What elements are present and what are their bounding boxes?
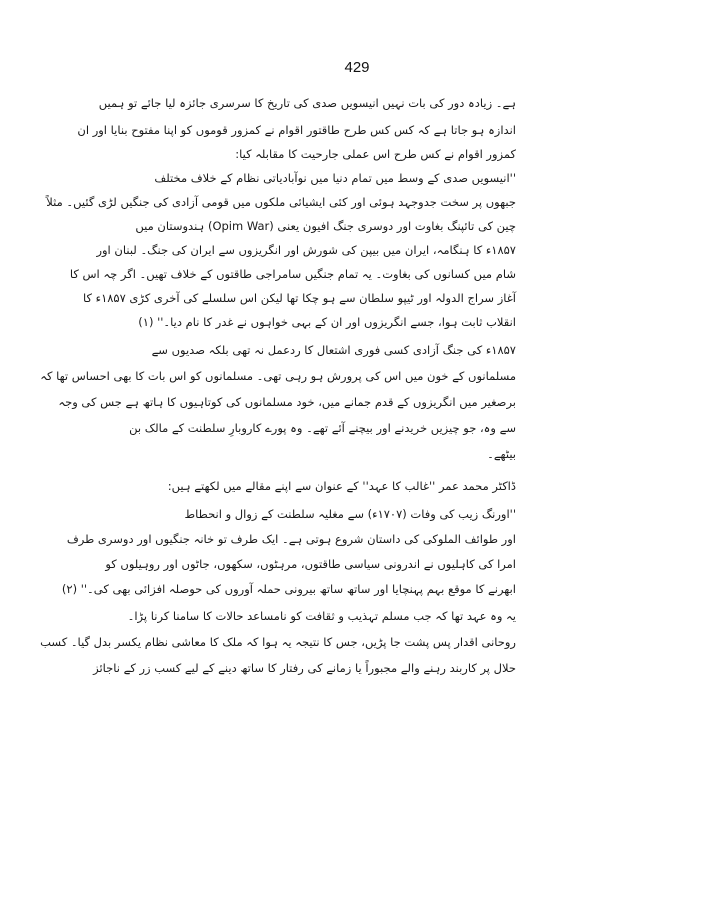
page-number: 429 (344, 59, 370, 76)
text-line: مسلمانوں کے خون میں اس کی پرورش ہو رہی تھی۔ مسلمانوں کو اس بات کا بھی احساس تھا کہ (40, 369, 516, 383)
quote-line: چین کی تائپنگ بغاوت اور دوسری جنگ افیون یعنی (Opim War) ہندوستان میں (135, 219, 516, 233)
text-line: ۱۸۵۷ء کی جنگ آزادی کسی فوری اشتعال کا ردعمل نہ تھی بلکہ صدیوں سے (151, 343, 516, 357)
text-line: حلال پر کاربند رہنے والے مجبوراً یا زمانے کی رفتار کا ساتھ دینے کے لیے کسب زر کے ناجائز (93, 661, 516, 675)
quote-line: ابھرنے کا موقع بہم پہنچایا اور ساتھ ساتھ بیرونی حملہ آوروں کی حوصلہ افزائی بھی کی۔'' (۲) (61, 582, 516, 596)
text-line: برصغیر میں انگریزوں کے قدم جمانے میں، خود مسلمانوں کی کوتاہیوں کا ہاتھ ہے جس کی وجہ (58, 395, 516, 409)
text-line: ہے۔ زیادہ دور کی بات نہیں انیسویں صدی کی تاریخ کا سرسری جائزہ لیا جائے تو ہمیں (98, 96, 516, 110)
text-line: سے وہ، جو چیزیں خریدنے اور بیچنے آئے تھے۔ وہ پورے کاروبارِ سلطنت کے مالک بن (129, 421, 516, 435)
text-line: روحانی اقدار پس پشت جا پڑیں، جس کا نتیجہ یہ ہوا کہ ملک کا معاشی نظام یکسر بدل گیا۔ کسب (40, 635, 516, 649)
quote-line: انقلاب ثابت ہوا، جسے انگریزوں اور ان کے بہی خواہوں نے غدر کا نام دیا۔'' (۱) (138, 315, 516, 329)
quote-line: جبھوں پر سخت جدوجہد ہوئی اور کئی ایشیائی ملکوں میں قومی آزادی کی جنگیں لڑی گئیں۔ مثلاً (46, 195, 516, 209)
quote-line: آغاز سراج الدولہ اور ٹیپو سلطان سے ہو چکا تھا لیکن اس سلسلے کی آخری کڑی ۱۸۵۷ء کا (83, 291, 516, 305)
quote-line: اور طوائف الملوکی کی داستان شروع ہوتی ہے۔ ایک طرف تو خانہ جنگیوں اور دوسری طرف (66, 532, 516, 546)
quote-line: ''انیسویں صدی کے وسط میں تمام دنیا میں نوآبادیاتی نظام کے خلاف مختلف (154, 171, 516, 185)
text-line: ڈاکٹر محمد عمر ''غالب کا عہد'' کے عنوان سے اپنے مقالے میں لکھتے ہیں: (167, 479, 516, 493)
quote-line: شام میں کسانوں کی بغاوت۔ یہ تمام جنگیں سامراجی طاقتوں کے خلاف تھیں۔ اگر چہ اس کا (69, 267, 516, 281)
text-line: کمزور اقوام نے کس طرح اس عملی جارحیت کا مقابلہ کیا: (235, 147, 516, 161)
text-line: یہ وہ عہد تھا کہ جب مسلم تہذیب و ثقافت کو نامساعد حالات کا سامنا کرنا پڑا۔ (127, 609, 516, 623)
text-line: اندازہ ہو جاتا ہے کہ کس کس طرح طاقتور اقوام نے کمزور قوموں کو اپنا مفتوح بنایا اور ان (77, 123, 516, 137)
text-line: بیٹھے۔ (487, 447, 516, 461)
quote-line: امرا کی کاہلیوں نے اندرونی سیاسی طاقتوں، مرہٹوں، سکھوں، جاٹوں اور روہیلوں کو (105, 557, 516, 571)
quote-line: ''اورنگ زیب کی وفات (۱۷۰۷ء) سے مغلیہ سلطنت کے زوال و انحطاط (184, 507, 516, 521)
quote-line: ۱۸۵۷ء کا ہنگامہ، ایران میں بیپن کی شورش اور انگریزوں سے ایران کی جنگ۔ لبنان اور (96, 243, 516, 257)
